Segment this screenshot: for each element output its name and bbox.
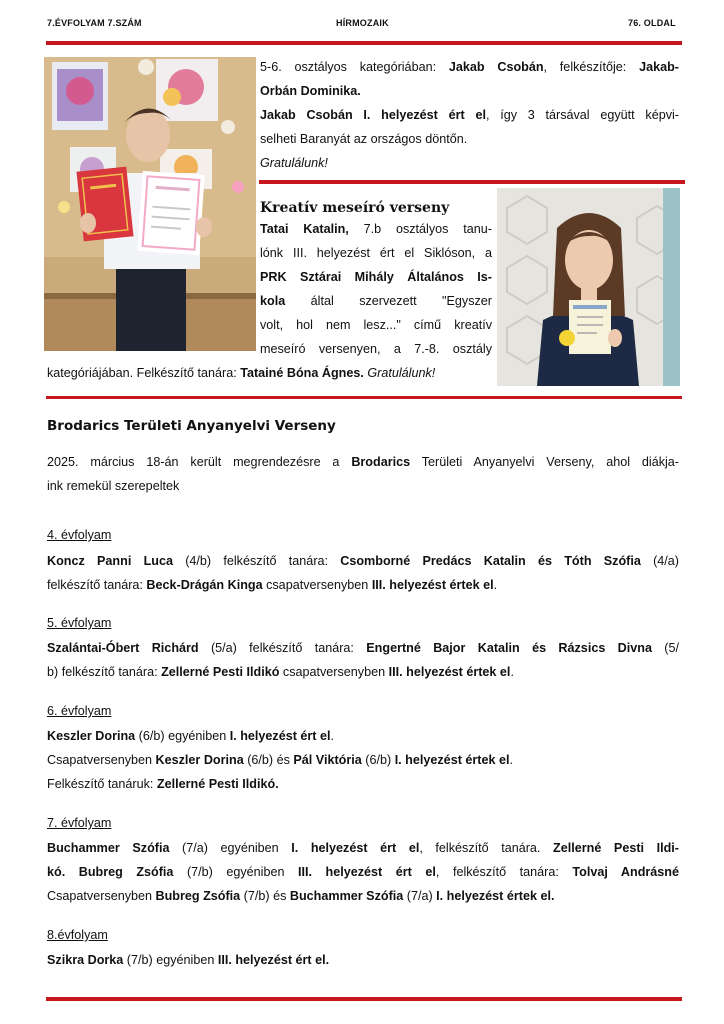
intro-line: 2025. március 18-án került megrendezésre a Brodarics Területi Anyanyelvi Verseny, ahol diákja- <box>47 455 679 469</box>
footer-rule <box>46 997 682 1001</box>
article-line: volt, hol nem lesz..." című kreatív <box>260 318 492 332</box>
article-line: selheti Baranyát az országos döntőn. <box>260 132 468 146</box>
article-line: kategóriájában. Felkészítő tanára: Tatainé Bóna Ágnes. Gratulálunk! <box>47 366 436 380</box>
section-rule <box>46 396 682 399</box>
result-line: Szikra Dorka (7/b) egyéniben III. helyezést ért el. <box>47 953 330 967</box>
page-number: 76. OLDAL <box>628 18 676 28</box>
grade-heading: 5. évfolyam <box>47 616 112 630</box>
header-rule <box>46 41 682 45</box>
article-divider-rule <box>259 180 685 184</box>
result-line: Csapatversenyben Bubreg Zsófia (7/b) és Buchammer Szófia (7/a) I. helyezést értek el. <box>47 889 555 903</box>
article-line: PRK Sztárai Mihály Általános Is- <box>260 270 492 284</box>
result-line: Keszler Dorina (6/b) egyéniben I. helyezést ért el. <box>47 729 335 743</box>
grade-heading: 8.évfolyam <box>47 928 108 942</box>
result-line: kó. Bubreg Zsófia (7/b) egyéniben III. helyezést ért el, felkészítő tanára: Tolvaj Andrásné <box>47 865 680 879</box>
result-line: felkészítő tanára: Beck-Drágán Kinga csapatversenyben III. helyezést értek el. <box>47 578 498 592</box>
article-line: Orbán Dominika. <box>260 84 361 98</box>
article-line: meseíró versenyen, a 7.-8. osztály <box>260 342 492 356</box>
result-line: Szalántai-Óbert Richárd (5/a) felkészítő tanára: Engertné Bajor Katalin és Rázsics Divna (5/ <box>47 641 680 655</box>
article-line: kola által szervezett "Egyszer <box>260 294 492 308</box>
article-line: Gratulálunk! <box>260 156 328 170</box>
result-line: Felkészítő tanáruk: Zellerné Pesti Ildikó. <box>47 777 279 791</box>
photo-girl-with-diploma <box>497 188 680 386</box>
result-line: b) felkészítő tanára: Zellerné Pesti Ildikó csapatversenyben III. helyezést értek el. <box>47 665 514 679</box>
grade-heading: 7. évfolyam <box>47 816 112 830</box>
article-line: Jakab Csobán I. helyezést ért el, így 3 társával együtt képvi- <box>260 108 680 122</box>
intro-line: ink remekül szerepeltek <box>47 479 180 493</box>
newsletter-title: HÍRMOZAIK <box>336 18 389 28</box>
article-line: lónk III. helyezést ért el Siklóson, a <box>260 246 492 260</box>
article-line: Tatai Katalin, 7.b osztályos tanu- <box>260 222 492 236</box>
result-line: Buchammer Szófia (7/a) egyéniben I. helyezést ért el, felkészítő tanára. Zellerné Pesti Ildi- <box>47 841 679 855</box>
result-line: Csapatversenyben Keszler Dorina (6/b) és Pál Viktória (6/b) I. helyezést értek el. <box>47 753 513 767</box>
section-title: Brodarics Területi Anyanyelvi Verseny <box>47 418 336 434</box>
grade-heading: 4. évfolyam <box>47 528 112 542</box>
photo-boy-with-diplomas <box>44 57 256 351</box>
grade-heading: 6. évfolyam <box>47 704 112 718</box>
issue-label: 7.ÉVFOLYAM 7.SZÁM <box>47 18 142 28</box>
result-line: Koncz Panni Luca (4/b) felkészítő tanára: Csomborné Predács Katalin és Tóth Szófia (4/a) <box>47 554 679 568</box>
story-article-title: Kreatív meseíró verseny <box>260 200 450 216</box>
article-line: 5-6. osztályos kategóriában: Jakab Csobán, felkészítője: Jakab- <box>260 60 679 74</box>
